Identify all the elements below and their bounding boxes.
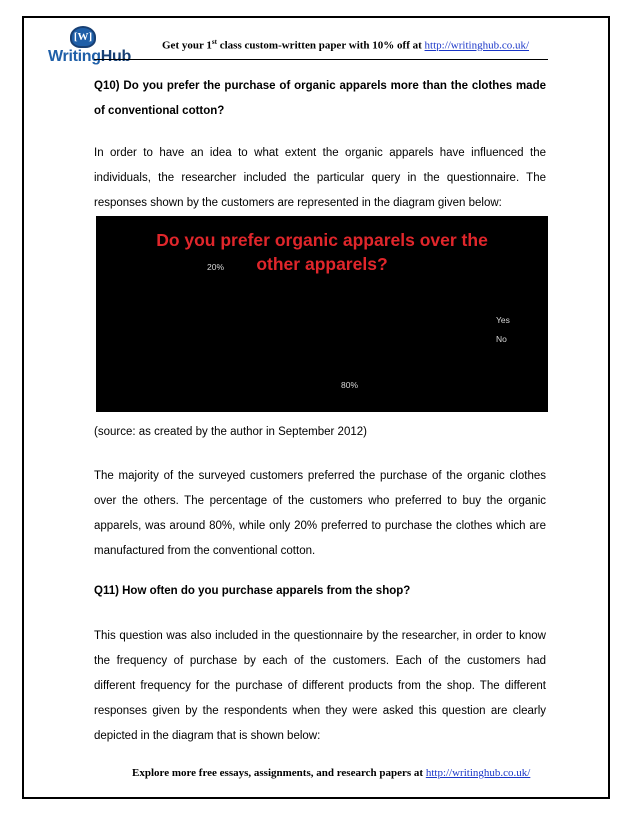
header-promo bbox=[162, 38, 529, 52]
header-rule bbox=[94, 59, 548, 60]
logo-wordmark bbox=[48, 48, 131, 66]
logo-hub: Hub bbox=[100, 48, 131, 65]
logo-writing: Writing bbox=[48, 48, 101, 65]
chart-title bbox=[96, 228, 548, 276]
footer-text: Explore more free essays, assignments, and research papers at bbox=[132, 767, 426, 779]
legend-item-yes: Yes bbox=[496, 315, 510, 325]
q10-question: Q10) Do you prefer the purchase of organic apparels more than the clothes made of conventional cotton? bbox=[94, 80, 546, 117]
logo-mark-icon: [W] bbox=[70, 26, 96, 48]
slice-label-no: 20% bbox=[207, 262, 225, 272]
header-link[interactable]: http://writinghub.co.uk/ bbox=[424, 39, 530, 52]
header-sup: st bbox=[211, 38, 217, 46]
footer-promo bbox=[132, 767, 530, 779]
q11-question: Q11) How often do you purchase apparels from the shop? bbox=[94, 585, 411, 597]
q11-body: This question was also included in the questionnaire by the researcher, in order to know the frequency of purchase by each of the customers. Each of the customers had different frequency for the purchase of different products from the shop. The different responses given by the respondents when they were asked this question are clearly depicted in the diagram that is shown below: bbox=[94, 630, 546, 742]
chart-title-line2: other apparels? bbox=[256, 254, 388, 274]
slice-label-yes: 80% bbox=[341, 380, 359, 390]
header-prefix: Get your 1 bbox=[162, 39, 212, 52]
chart-source: (source: as created by the author in September 2012) bbox=[94, 426, 367, 438]
header-middle: class custom-written paper with 10% off at bbox=[216, 39, 425, 52]
q10-analysis: The majority of the surveyed customers preferred the purchase of the organic clothes over the others. The percentage of the customers who preferred to buy the organic apparels, was around 80%, while only 20% preferred to purchase the clothes which are manufactured from the conventional cotton. bbox=[94, 470, 546, 557]
legend-item-no: No bbox=[496, 334, 507, 344]
q10-intro: In order to have an idea to what extent the organic apparels have influenced the individuals, the researcher included the particular query in the questionnaire. The responses shown by the customers are represented in the diagram given below: bbox=[94, 147, 546, 209]
footer-link[interactable]: http://writinghub.co.uk/ bbox=[425, 767, 531, 779]
pie-chart bbox=[96, 216, 548, 412]
chart-title-line1: Do you prefer organic apparels over the bbox=[156, 230, 488, 250]
writinghub-logo[interactable] bbox=[48, 26, 138, 72]
